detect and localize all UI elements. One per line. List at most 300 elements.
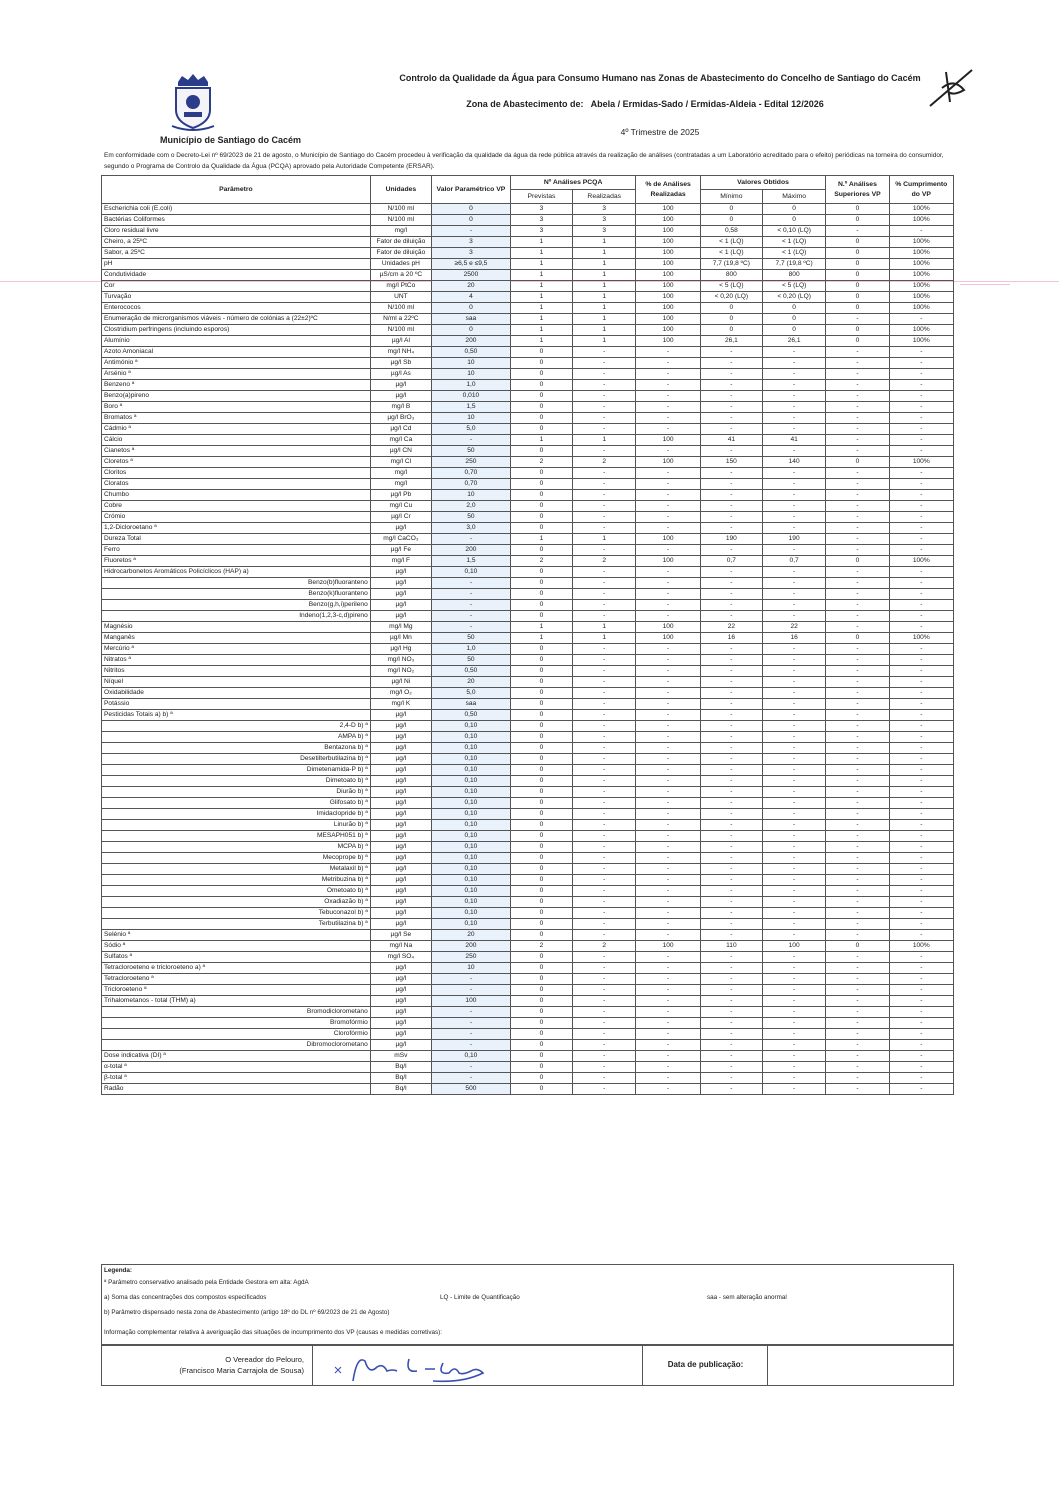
table-row [102, 292, 954, 303]
row-parameter: Crómio [102, 512, 371, 523]
row-min: - [700, 600, 762, 611]
row-planned: 0 [510, 919, 572, 930]
row-min: - [700, 413, 762, 424]
row-min: 110 [700, 941, 762, 952]
row-min: 0 [700, 303, 762, 314]
row-compliance: - [889, 534, 953, 545]
row-min: - [700, 644, 762, 655]
table-row [102, 270, 954, 281]
header-superior: N.º Análises Superiores VP [826, 176, 889, 204]
row-planned: 2 [510, 941, 572, 952]
row-max: - [762, 809, 825, 820]
row-max: < 0,10 (LQ) [762, 226, 825, 237]
row-min: - [700, 765, 762, 776]
row-min: - [700, 974, 762, 985]
row-done: - [573, 446, 636, 457]
table-row [102, 457, 954, 468]
row-unit: mg/l [370, 226, 431, 237]
row-done: - [573, 754, 636, 765]
row-done: - [573, 512, 636, 523]
table-body [102, 204, 954, 1095]
row-done: 1 [573, 237, 636, 248]
header-compliance: % Cumprimento do VP [889, 176, 953, 204]
row-planned: 1 [510, 292, 572, 303]
row-vp: 3,0 [431, 523, 510, 534]
row-min: - [700, 688, 762, 699]
row-parameter: 1,2-Dicloroetano ª [102, 523, 371, 534]
row-unit: N/ml a 22ºC [370, 314, 431, 325]
row-compliance: - [889, 490, 953, 501]
table-row [102, 732, 954, 743]
row-max: - [762, 644, 825, 655]
row-pct: - [636, 611, 700, 622]
row-unit: µg/l [370, 996, 431, 1007]
row-unit: µS/cm a 20 ºC [370, 270, 431, 281]
row-unit: µg/l [370, 787, 431, 798]
row-unit: µg/l Pb [370, 490, 431, 501]
row-superior: - [826, 897, 889, 908]
row-min: - [700, 831, 762, 842]
row-planned: 0 [510, 358, 572, 369]
row-superior: - [826, 622, 889, 633]
row-superior: - [826, 688, 889, 699]
row-unit: µg/l [370, 820, 431, 831]
row-vp: 0,10 [431, 721, 510, 732]
table-row [102, 688, 954, 699]
table-row [102, 930, 954, 941]
row-done: - [573, 820, 636, 831]
row-unit: µg/l [370, 809, 431, 820]
row-planned: 0 [510, 600, 572, 611]
row-max: - [762, 1073, 825, 1084]
row-vp: 5,0 [431, 424, 510, 435]
row-compliance: 100% [889, 204, 953, 215]
table-row [102, 666, 954, 677]
row-max: - [762, 842, 825, 853]
row-pct: - [636, 776, 700, 787]
row-superior: - [826, 446, 889, 457]
row-compliance: - [889, 589, 953, 600]
row-vp: 1,0 [431, 644, 510, 655]
row-min: - [700, 952, 762, 963]
row-superior: - [826, 908, 889, 919]
row-pct: 100 [636, 270, 700, 281]
row-max: 22 [762, 622, 825, 633]
row-unit: µg/l [370, 380, 431, 391]
row-done: 1 [573, 281, 636, 292]
row-min: 0 [700, 325, 762, 336]
row-pct: - [636, 545, 700, 556]
row-compliance: - [889, 754, 953, 765]
row-compliance: 100% [889, 259, 953, 270]
row-done: - [573, 666, 636, 677]
row-pct: - [636, 1062, 700, 1073]
row-pct: - [636, 468, 700, 479]
row-min: < 0,20 (LQ) [700, 292, 762, 303]
table-row [102, 952, 954, 963]
row-parameter: Nitritos [102, 666, 371, 677]
row-max: - [762, 600, 825, 611]
row-parameter: Tetracloroeteno ª [102, 974, 371, 985]
row-vp: - [431, 1007, 510, 1018]
row-unit: µg/l [370, 754, 431, 765]
row-planned: 0 [510, 666, 572, 677]
row-superior: - [826, 765, 889, 776]
row-compliance: - [889, 765, 953, 776]
row-superior: 0 [826, 248, 889, 259]
row-max: - [762, 666, 825, 677]
row-vp: 200 [431, 941, 510, 952]
row-unit: µg/l Ni [370, 677, 431, 688]
table-row [102, 1062, 954, 1073]
row-vp: - [431, 974, 510, 985]
row-planned: 1 [510, 534, 572, 545]
row-parameter: MESAPH051 b) ª [102, 831, 371, 842]
row-max: - [762, 798, 825, 809]
row-vp: 0,10 [431, 919, 510, 930]
row-parameter: MCPA b) ª [102, 842, 371, 853]
row-unit: Fator de diluição [370, 237, 431, 248]
row-done: - [573, 1029, 636, 1040]
row-compliance: - [889, 380, 953, 391]
row-unit: µg/l [370, 897, 431, 908]
row-done: - [573, 864, 636, 875]
row-planned: 0 [510, 699, 572, 710]
table-row [102, 853, 954, 864]
row-unit: µg/l [370, 1018, 431, 1029]
row-pct: - [636, 589, 700, 600]
row-superior: - [826, 391, 889, 402]
row-compliance: - [889, 314, 953, 325]
table-row [102, 611, 954, 622]
row-max: - [762, 1051, 825, 1062]
row-max: - [762, 831, 825, 842]
row-max: - [762, 1084, 825, 1095]
row-pct: - [636, 446, 700, 457]
row-superior: - [826, 369, 889, 380]
row-min: - [700, 1073, 762, 1084]
row-max: - [762, 897, 825, 908]
row-pct: 100 [636, 292, 700, 303]
row-vp: 0 [431, 215, 510, 226]
row-max: - [762, 611, 825, 622]
row-superior: - [826, 710, 889, 721]
row-compliance: - [889, 875, 953, 886]
row-vp: - [431, 435, 510, 446]
row-vp: 50 [431, 446, 510, 457]
table-row [102, 842, 954, 853]
row-unit: Bq/l [370, 1073, 431, 1084]
row-compliance: - [889, 732, 953, 743]
row-parameter: Cloro residual livre [102, 226, 371, 237]
row-max: - [762, 512, 825, 523]
table-row [102, 754, 954, 765]
row-vp: 2,0 [431, 501, 510, 512]
row-unit: µg/l [370, 567, 431, 578]
row-planned: 0 [510, 897, 572, 908]
row-min: - [700, 655, 762, 666]
row-unit: mg/l F [370, 556, 431, 567]
table-row [102, 864, 954, 875]
row-superior: - [826, 567, 889, 578]
row-max: - [762, 347, 825, 358]
row-vp: 0,10 [431, 776, 510, 787]
row-unit: N/100 ml [370, 325, 431, 336]
row-planned: 0 [510, 391, 572, 402]
row-superior: - [826, 347, 889, 358]
row-unit: µg/l [370, 963, 431, 974]
legend-saa: saa - sem alteração anormal [707, 1294, 787, 1301]
row-parameter: Cobre [102, 501, 371, 512]
municipality-name: Município de Santiago do Cacém [160, 135, 302, 145]
row-done: 3 [573, 215, 636, 226]
row-planned: 0 [510, 765, 572, 776]
row-parameter: β-total ª [102, 1073, 371, 1084]
row-parameter: Cheiro, a 25ºC [102, 237, 371, 248]
row-unit: µg/l CN [370, 446, 431, 457]
row-planned: 0 [510, 347, 572, 358]
row-max: - [762, 864, 825, 875]
row-unit: UNT [370, 292, 431, 303]
row-planned: 0 [510, 523, 572, 534]
row-unit: µg/l [370, 831, 431, 842]
row-parameter: Cálcio [102, 435, 371, 446]
row-compliance: - [889, 886, 953, 897]
row-compliance: - [889, 996, 953, 1007]
row-pct: - [636, 710, 700, 721]
row-parameter: Benzo(k)fluoranteno [102, 589, 371, 600]
row-compliance: - [889, 622, 953, 633]
row-compliance: - [889, 578, 953, 589]
row-min: - [700, 721, 762, 732]
row-compliance: 100% [889, 270, 953, 281]
row-min: - [700, 347, 762, 358]
row-parameter: Cor [102, 281, 371, 292]
signatory-role: O Vereador do Pelouro, [225, 1355, 304, 1364]
row-unit: µg/l [370, 765, 431, 776]
row-planned: 0 [510, 787, 572, 798]
row-min: - [700, 820, 762, 831]
row-compliance: - [889, 930, 953, 941]
row-compliance: 100% [889, 303, 953, 314]
row-planned: 1 [510, 622, 572, 633]
row-max: - [762, 952, 825, 963]
row-parameter: Sulfatos ª [102, 952, 371, 963]
row-superior: - [826, 534, 889, 545]
row-planned: 0 [510, 545, 572, 556]
row-planned: 0 [510, 1029, 572, 1040]
row-compliance: - [889, 985, 953, 996]
table-row [102, 919, 954, 930]
row-parameter: Bactérias Coliformes [102, 215, 371, 226]
row-planned: 0 [510, 798, 572, 809]
row-superior: - [826, 875, 889, 886]
row-pct: - [636, 567, 700, 578]
row-unit: mg/l B [370, 402, 431, 413]
row-done: - [573, 930, 636, 941]
row-pct: 100 [636, 259, 700, 270]
handwritten-initials [920, 62, 980, 114]
row-planned: 0 [510, 820, 572, 831]
row-pct: - [636, 787, 700, 798]
table-row [102, 413, 954, 424]
row-superior: - [826, 809, 889, 820]
row-min: 150 [700, 457, 762, 468]
row-superior: - [826, 1029, 889, 1040]
row-compliance: - [889, 820, 953, 831]
table-row [102, 281, 954, 292]
row-pct: - [636, 380, 700, 391]
row-done: - [573, 600, 636, 611]
row-compliance: - [889, 226, 953, 237]
row-compliance: - [889, 435, 953, 446]
row-unit: mg/l Mg [370, 622, 431, 633]
row-vp: 0,10 [431, 809, 510, 820]
row-min: - [700, 446, 762, 457]
row-done: 1 [573, 270, 636, 281]
row-max: - [762, 424, 825, 435]
row-vp: 0 [431, 204, 510, 215]
row-parameter: Cloretos ª [102, 457, 371, 468]
row-compliance: - [889, 347, 953, 358]
row-done: - [573, 523, 636, 534]
row-vp: 20 [431, 281, 510, 292]
row-superior: 0 [826, 204, 889, 215]
row-compliance: - [889, 600, 953, 611]
table-row [102, 1007, 954, 1018]
row-planned: 0 [510, 996, 572, 1007]
signatory [102, 1345, 312, 1385]
row-min: < 1 (LQ) [700, 237, 762, 248]
row-parameter: Escherichia coli (E.coli) [102, 204, 371, 215]
row-done: 2 [573, 941, 636, 952]
row-done: - [573, 875, 636, 886]
header-planned: Previstas [510, 190, 572, 204]
row-max: - [762, 787, 825, 798]
row-pct: - [636, 1018, 700, 1029]
row-planned: 0 [510, 908, 572, 919]
row-parameter: Dimetenamida-P b) ª [102, 765, 371, 776]
row-parameter: Sabor, a 25ºC [102, 248, 371, 259]
legend [101, 1264, 954, 1346]
row-done: - [573, 765, 636, 776]
scan-mark [960, 284, 1010, 285]
row-pct: 100 [636, 303, 700, 314]
row-superior: - [826, 358, 889, 369]
row-superior: - [826, 1040, 889, 1051]
row-max: - [762, 776, 825, 787]
row-max: < 1 (LQ) [762, 237, 825, 248]
row-done: - [573, 908, 636, 919]
row-planned: 0 [510, 446, 572, 457]
row-planned: 0 [510, 1018, 572, 1029]
row-done: - [573, 369, 636, 380]
row-min: 0,58 [700, 226, 762, 237]
row-planned: 0 [510, 732, 572, 743]
row-planned: 0 [510, 1040, 572, 1051]
row-compliance: - [889, 677, 953, 688]
table-row [102, 325, 954, 336]
row-parameter: Ometoato b) ª [102, 886, 371, 897]
row-vp: 0,50 [431, 710, 510, 721]
row-superior: - [826, 666, 889, 677]
header-vp: Valor Paramétrico VP [431, 176, 510, 204]
row-planned: 0 [510, 952, 572, 963]
row-done: - [573, 358, 636, 369]
row-superior: - [826, 963, 889, 974]
row-done: 3 [573, 204, 636, 215]
row-vp: 1,0 [431, 380, 510, 391]
row-max: - [762, 589, 825, 600]
row-vp: 200 [431, 336, 510, 347]
row-planned: 1 [510, 314, 572, 325]
row-min: 190 [700, 534, 762, 545]
row-done: - [573, 1018, 636, 1029]
row-vp: - [431, 985, 510, 996]
row-superior: - [826, 413, 889, 424]
table-row [102, 369, 954, 380]
row-unit: µg/l [370, 908, 431, 919]
row-superior: 0 [826, 556, 889, 567]
table-row [102, 578, 954, 589]
row-done: - [573, 787, 636, 798]
row-min: 0 [700, 215, 762, 226]
row-superior: - [826, 402, 889, 413]
row-min: - [700, 930, 762, 941]
row-pct: 100 [636, 314, 700, 325]
row-max: 0 [762, 303, 825, 314]
row-pct: 100 [636, 237, 700, 248]
table-row [102, 798, 954, 809]
row-planned: 0 [510, 743, 572, 754]
row-parameter: Fluoretos ª [102, 556, 371, 567]
row-superior: - [826, 842, 889, 853]
row-unit: µg/l [370, 600, 431, 611]
municipality-coat-of-arms [160, 72, 226, 134]
row-planned: 1 [510, 435, 572, 446]
table-row [102, 468, 954, 479]
row-max: - [762, 996, 825, 1007]
row-done: - [573, 798, 636, 809]
row-pct: - [636, 820, 700, 831]
row-superior: - [826, 1051, 889, 1062]
row-min: - [700, 798, 762, 809]
zone-value: Abela / Ermidas-Sado / Ermidas-Aldeia - Edital 12/2026 [590, 99, 824, 109]
row-pct: - [636, 1073, 700, 1084]
row-vp: 10 [431, 963, 510, 974]
row-compliance: 100% [889, 248, 953, 259]
row-unit: µg/l [370, 743, 431, 754]
row-pct: - [636, 391, 700, 402]
row-unit: mg/l [370, 479, 431, 490]
row-pct: - [636, 666, 700, 677]
table-row [102, 1040, 954, 1051]
row-vp: 0,10 [431, 886, 510, 897]
row-superior: - [826, 1062, 889, 1073]
table-row [102, 215, 954, 226]
header-pct: % de Análises Realizadas [636, 176, 700, 204]
row-done: - [573, 1084, 636, 1095]
legend-conservative: ª Parâmetro conservativo analisado pela Entidade Gestora em alta: AgdA [104, 1279, 309, 1286]
row-min: - [700, 402, 762, 413]
row-done: - [573, 589, 636, 600]
row-vp: 0,10 [431, 743, 510, 754]
row-vp: - [431, 1062, 510, 1073]
row-max: - [762, 710, 825, 721]
row-compliance: - [889, 743, 953, 754]
row-done: - [573, 809, 636, 820]
row-max: 0 [762, 215, 825, 226]
